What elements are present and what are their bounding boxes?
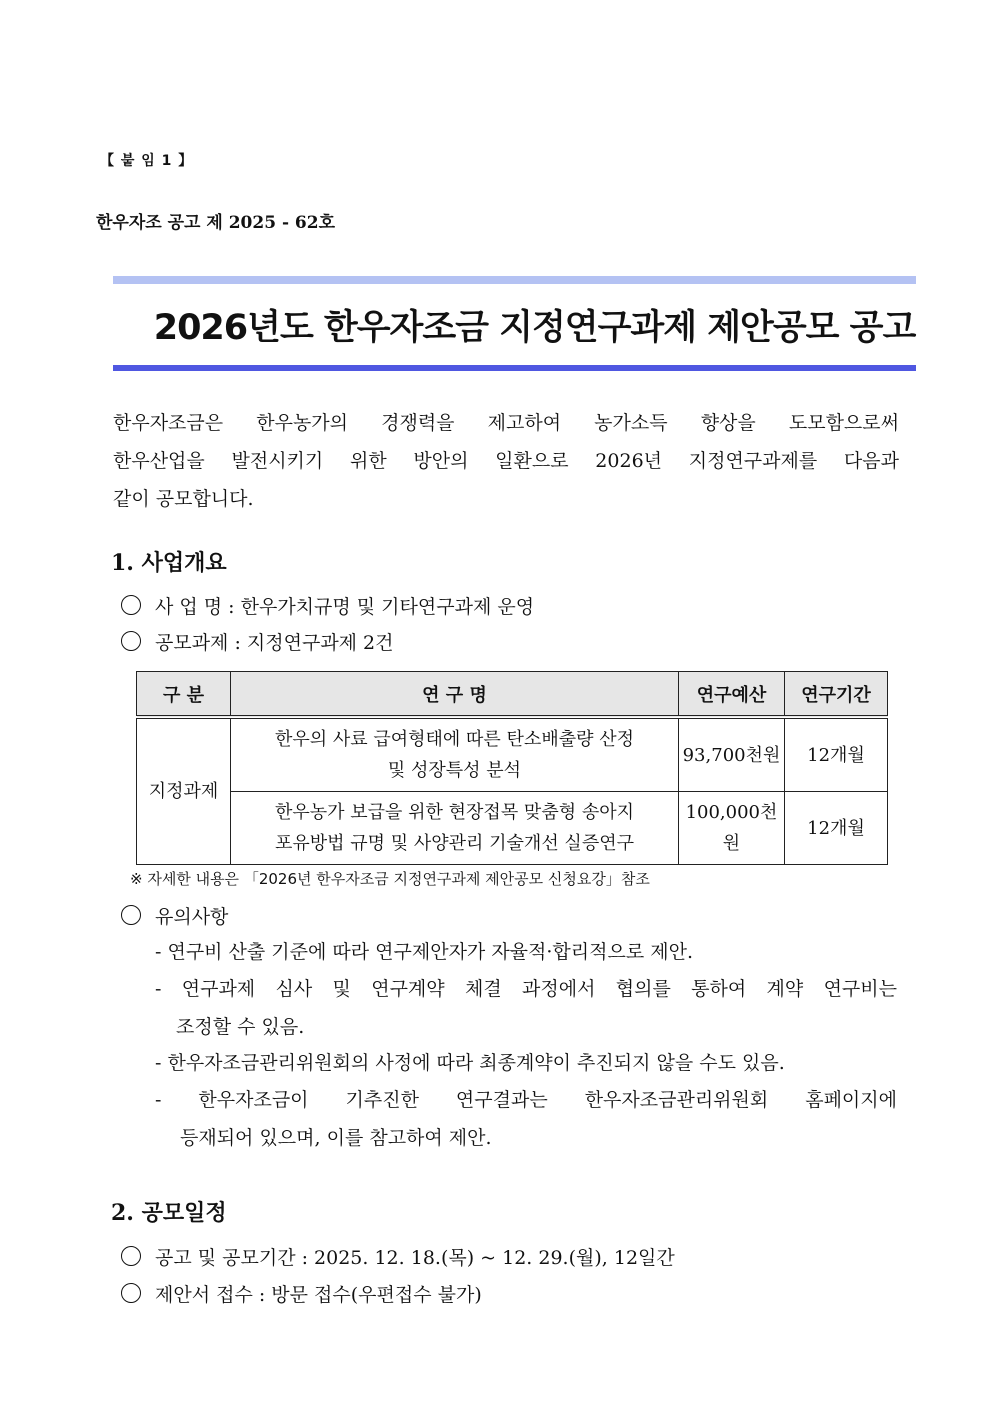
caution-item: - 연구과제 심사 및 연구계약 체결 과정에서 협의를 통하여 계약 연구비는	[155, 978, 897, 1000]
header-name: 연 구 명	[231, 672, 679, 718]
intro-line: 같이 공모합니다.	[113, 488, 254, 510]
budget-cell: 93,700천원	[679, 717, 785, 792]
schedule-item-text: 제안서 접수 : 방문 접수(우편접수 불가)	[155, 1284, 482, 1306]
header-period: 연구기간	[785, 672, 888, 718]
notice-number: 한우자조 공고 제 2025 - 62호	[96, 213, 335, 233]
circle-bullet-icon	[121, 631, 141, 651]
period-cell: 12개월	[785, 717, 888, 792]
caution-item: - 한우자조금이 기추진한 연구결과는 한우자조금관리위원회 홈페이지에	[155, 1089, 897, 1111]
circle-bullet-icon	[121, 595, 141, 615]
circle-bullet-icon	[121, 905, 141, 925]
table-note: ※ 자세한 내용은 「2026년 한우자조금 지정연구과제 제안공모 신청요강」참조	[130, 870, 650, 888]
category-cell: 지정과제	[137, 717, 231, 865]
overview-item-text: 공모과제 : 지정연구과제 2건	[155, 632, 394, 654]
period-cell: 12개월	[785, 792, 888, 865]
schedule-item-text: 공고 및 공모기간 : 2025. 12. 18.(목) ~ 12. 29.(월), 12일간	[155, 1247, 675, 1269]
intro-paragraph	[113, 404, 899, 518]
intro-line: 한우자조금은 한우농가의 경쟁력을 제고하여 농가소득 향상을 도모함으로써	[113, 412, 899, 434]
overview-item	[121, 592, 534, 619]
header-category: 구 분	[137, 672, 231, 718]
intro-line: 한우산업을 발전시키기 위한 방안의 일환으로 2026년 지정연구과제를 다음과	[113, 450, 899, 472]
caution-heading	[121, 902, 228, 929]
title-bottom-rule	[113, 365, 916, 371]
circle-bullet-icon	[121, 1246, 141, 1266]
caution-heading-text: 유의사항	[155, 906, 229, 928]
overview-item-text: 사 업 명 : 한우가치규명 및 기타연구과제 운영	[155, 596, 535, 618]
caution-item-continued: 조정할 수 있음.	[176, 1016, 305, 1038]
schedule-item	[121, 1243, 675, 1270]
attachment-label: 【 붙 임 1 】	[100, 153, 194, 169]
caution-item-continued: 등재되어 있으며, 이를 참고하여 제안.	[180, 1127, 492, 1149]
section2-heading: 2. 공모일정	[111, 1200, 227, 1226]
header-budget: 연구예산	[679, 672, 785, 718]
research-name-cell: 한우농가 보급을 위한 현장접목 맞춤형 송아지 포유방법 규명 및 사양관리 기술개선 실증연구	[231, 792, 679, 865]
research-name-cell: 한우의 사료 급여형태에 따른 탄소배출량 산정 및 성장특성 분석	[231, 717, 679, 792]
table-row	[137, 717, 888, 792]
budget-cell: 100,000천원	[679, 792, 785, 865]
overview-item	[121, 628, 394, 655]
title-top-rule	[113, 276, 916, 284]
schedule-item	[121, 1280, 482, 1307]
table-header-row	[137, 672, 888, 718]
table-row	[137, 792, 888, 865]
research-table	[136, 671, 888, 865]
circle-bullet-icon	[121, 1283, 141, 1303]
section1-heading: 1. 사업개요	[111, 550, 227, 576]
page-title: 2026년도 한우자조금 지정연구과제 제안공모 공고	[153, 308, 916, 348]
caution-item: - 연구비 산출 기준에 따라 연구제안자가 자율적·합리적으로 제안.	[155, 941, 693, 963]
caution-item: - 한우자조금관리위원회의 사정에 따라 최종계약이 추진되지 않을 수도 있음.	[155, 1052, 785, 1074]
